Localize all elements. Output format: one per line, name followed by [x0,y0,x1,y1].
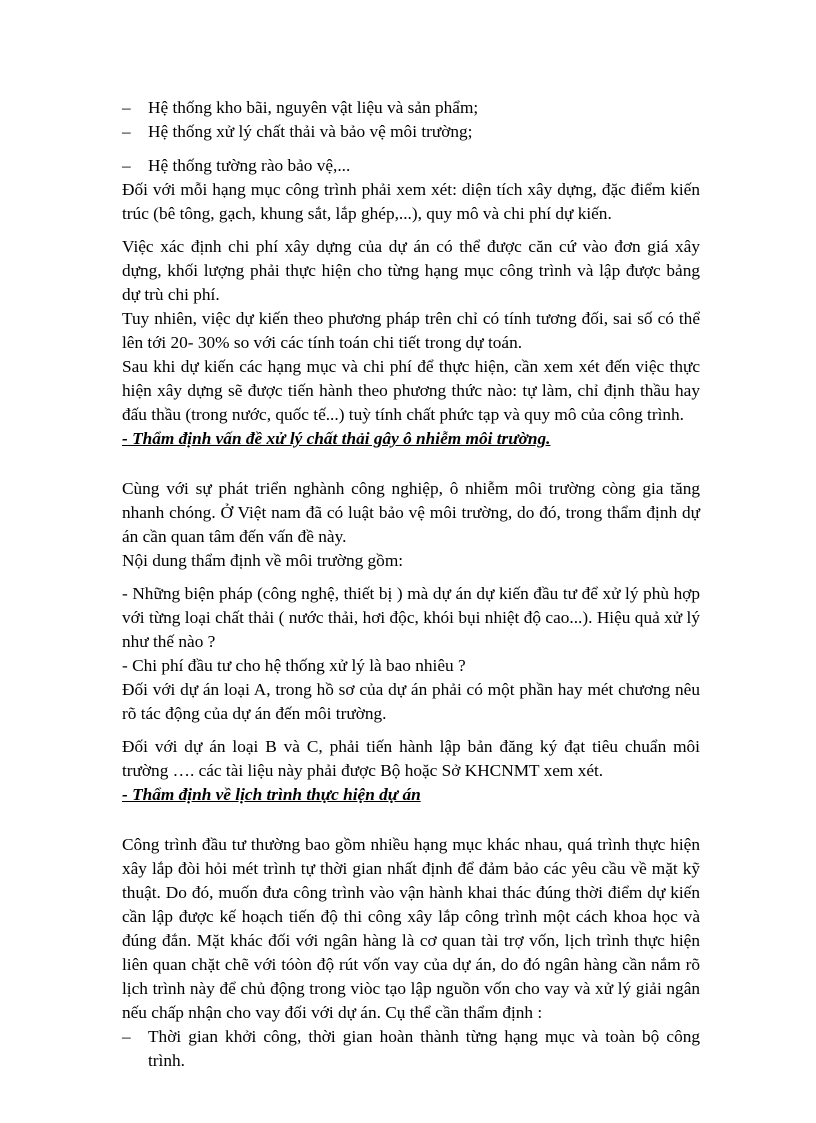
bullet-item [122,1025,700,1073]
bullet-item [122,120,700,144]
paragraph: Cùng với sự phát triển nghành công nghiệp, ô nhiễm môi trường còng gia tăng nhanh chóng. Ở Việt nam đã có luật bảo vệ môi trường, do đó, trong thẩm định dự án cần quan tâm đến vấn đề này. [122,479,700,546]
bullet-dash: – [122,98,131,117]
bullet-text: Hệ thống kho bãi, nguyên vật liệu và sản phẩm; [148,98,479,117]
bullet-dash: – [122,122,131,141]
paragraph: Đối với mỗi hạng mục công trình phải xem xét: diện tích xây dựng, đặc điểm kiến trúc (bê tông, gạch, khung sắt, lắp ghép,...), quy mô và chi phí dự kiến. [122,180,700,223]
bullet-dash: – [122,1027,131,1046]
bullet-item [122,154,700,178]
paragraph: - Những biện pháp (công nghệ, thiết bị ) mà dự án dự kiến đầu tư để xử lý phù hợp với từng loại chất thải ( nước thải, hơi độc, khói bụi nhiệt độ cao...). Hiệu quả xử lý như thế nào ? [122,584,700,651]
paragraph: Đối với dự án loại A, trong hồ sơ của dự án phải có một phần hay mét chương nêu rõ tác động của dự án đến môi trường. [122,680,700,723]
paragraph: Đối với dự án loại B và C, phải tiến hành lập bản đăng ký đạt tiêu chuẩn môi trường …. các tài liệu này phải được Bộ hoặc Sở KHCNMT xem xét. [122,737,700,780]
paragraph: Nội dung thẩm định về môi trường gồm: [122,551,404,570]
bullet-text: Thời gian khởi công, thời gian hoàn thành từng hạng mục và toàn bộ công trình. [148,1027,700,1070]
section-heading: - Thẩm định vấn đề xử lý chất thải gây ô nhiễm môi trường. [122,429,551,448]
bullet-item [122,96,700,120]
section-heading: - Thẩm định về lịch trình thực hiện dự án [122,785,421,804]
document-page [122,96,700,1073]
bullet-text: Hệ thống xử lý chất thải và bảo vệ môi trường; [148,122,473,141]
paragraph: Sau khi dự kiến các hạng mục và chi phí để thực hiện, cần xem xét đến việc thực hiện xây dựng sẽ được tiến hành theo phương thức nào: tự làm, chỉ định thầu hay đấu thầu (trong nước, quốc tế...) tuỳ tính chất phức tạp và quy mô của công trình. [122,357,700,424]
paragraph: Công trình đầu tư thường bao gồm nhiều hạng mục khác nhau, quá trình thực hiện xây lắp đòi hỏi mét trình tự thời gian nhất định để đảm bảo các yêu cầu về mặt kỹ thuật. Do đó, muốn đưa công trình vào vận hành khai thác đúng thời điểm dự kiến cần lập được kế hoạch tiến độ thi công xây lắp công trình một cách khoa học và đúng đắn. Mặt khác đối với ngân hàng là cơ quan tài trợ vốn, lịch trình thực hiện liên quan chặt chẽ với tóòn độ rút vốn vay của dự án, do đó ngân hàng cần nắm rõ lịch trình này để chủ động trong viòc tạo lập nguồn vốn cho vay và xử lý giải ngân nếu chấp nhận cho vay đối với dự án. Cụ thể cần thẩm định : [122,835,700,1022]
paragraph: Việc xác định chi phí xây dựng của dự án có thể được căn cứ vào đơn giá xây dựng, khối lượng phải thực hiện cho từng hạng mục công trình và lập được bảng dự trù chi phí. [122,237,700,304]
bullet-dash: – [122,156,131,175]
paragraph: - Chi phí đầu tư cho hệ thống xử lý là bao nhiêu ? [122,656,466,675]
paragraph: Tuy nhiên, việc dự kiến theo phương pháp trên chỉ có tính tương đối, sai số có thể lên tới 20- 30% so với các tính toán chi tiết trong dự toán. [122,309,700,352]
bullet-text: Hệ thống tường rào bảo vệ,... [148,156,351,175]
